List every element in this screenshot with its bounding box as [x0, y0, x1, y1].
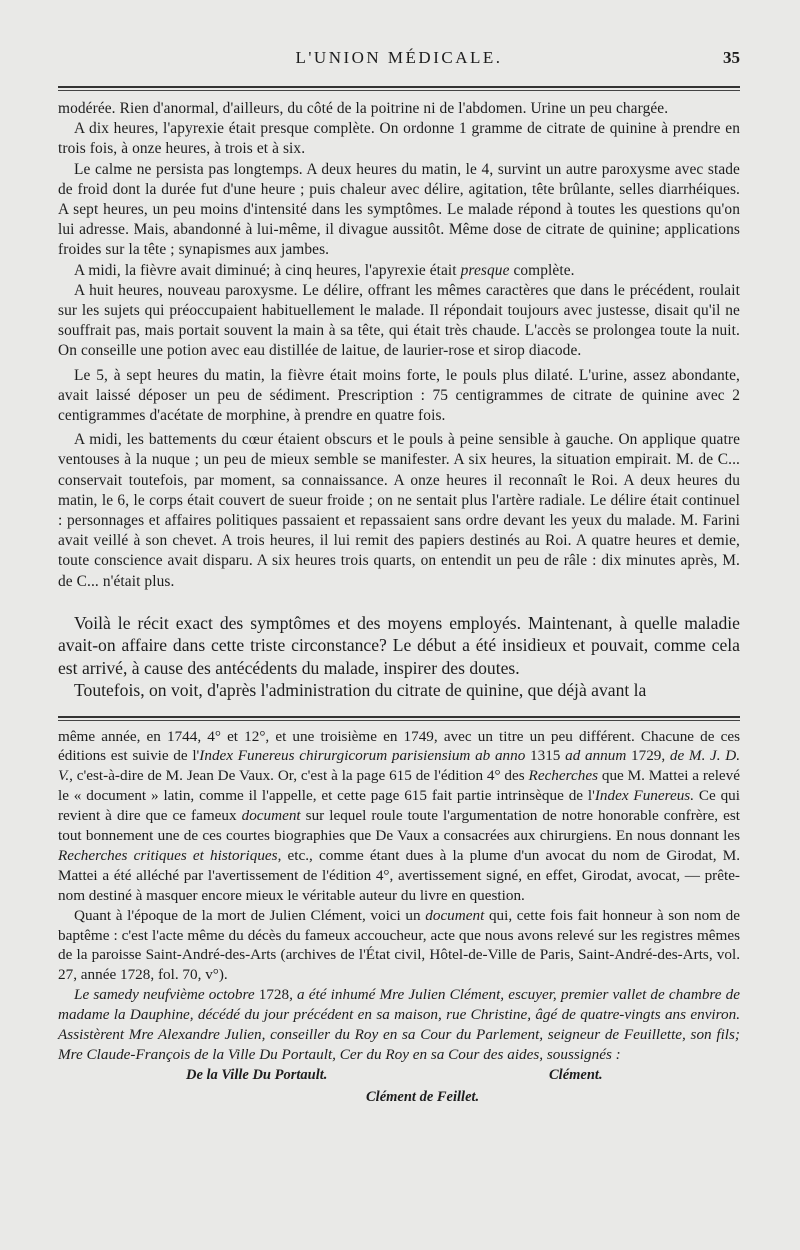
feuilleton-rule	[58, 716, 740, 721]
emphasis: document	[425, 906, 485, 924]
text-run: 1729,	[626, 747, 670, 765]
text-run: même année, en 1744, 4° et 12°, et une troisième en 1749, avec un titre un peu différent. Chacune de ces éditions est suivie de l'	[58, 727, 740, 765]
running-head: L'UNION MÉDICALE.	[295, 48, 503, 67]
text-run: complète.	[509, 261, 575, 279]
emphasis: Recherches	[528, 767, 598, 785]
text-run: , etc., comme étant dues à la plume d'un avocat du nom de Girodat, M. Mattei a été alléché par l'avertissement de l'édition 4°, avertissement signé, en effet, Girodat, avocat, — prête-nom destiné à masquer encore mieux le véritable auteur du livre en question.	[58, 846, 740, 904]
case-report-text	[58, 99, 740, 592]
text-run: que M. Mattei a relevé le « document » latin, comme il l'appelle, et cette page 615 fait partie intrinsèque de l'	[58, 767, 740, 805]
paragraph	[58, 261, 740, 281]
signature-portault: De la Ville Du Portault.	[186, 1066, 328, 1083]
paragraph	[58, 727, 740, 906]
text-run: Quant à l'époque de la mort de Julien Clément, voici un	[74, 906, 426, 924]
text-run: A midi, la fièvre avait diminué; à cinq heures, l'apyrexie était	[74, 261, 461, 279]
emphasis: Index Funereus.	[594, 787, 695, 805]
paragraph: Le 5, à sept heures du matin, la fièvre était moins forte, le pouls plus dilaté. L'urine, assez abondante, avait laissé déposer un peu de sédiment. Prescription : 75 centigrammes de citrate de quinine avec 2 centigrammes d'acétate de morphine, à prendre en quatre fois.	[58, 366, 740, 425]
paragraph: modérée. Rien d'anormal, d'ailleurs, du côté de la poitrine ni de l'abdomen. Urine un peu chargée.	[58, 100, 669, 117]
signature-clement-de-feillet: Clément de Feillet.	[366, 1088, 480, 1105]
page-header	[58, 42, 740, 82]
paragraph: A huit heures, nouveau paroxysme. Le délire, offrant les mêmes caractères que dans le précédent, roulait sur les sujets qui préoccupaient habituellement le malade. Il répondait toujours avec justesse, disait qu'il ne souffrait pas, mais portait souvent la main à sa tête, qui était très chaude. L'accès se prolongea toute la nuit. On conseille une potion avec eau distillée de laitue, de laurier-rose et sirop diacode.	[58, 281, 740, 360]
text-run: qui, cette fois fait honneur à son nom de baptême : c'est l'acte même du décès du fameux accoucheur, acte que nous avons relevé sur les registres mêmes de la paroisse Saint-André-des-Arts (archives de l'État civil, Hôtel-de-Ville de Paris, Saint-André-des-Arts, vol. 27, année 1728, fol. 70, v°).	[58, 906, 740, 984]
discussion-text	[58, 612, 740, 702]
year: 1728	[258, 986, 290, 1004]
paragraph: Le calme ne persista pas longtemps. A deux heures du matin, le 4, survint un autre paroxysme avec stade de froid dont la durée fut d'une heure ; puis chaleur avec délire, agitation, tête brûlante, selles diarrhéiques. A sept heures, un peu moins d'intensité dans les symptômes. Le malade répond à toutes les questions qu'on lui adresse. Mais, abandonné à lui-même, il divague aussitôt. Même dose de citrate de quinine; applications froides sur la tête ; synapismes aux jambes.	[58, 160, 740, 259]
emphasis: ad annum	[565, 747, 627, 765]
signature-clement: Clément.	[549, 1066, 603, 1083]
text-run: , a été inhumé Mre Julien Clément, escuyer, premier vallet de chambre de madame la Dauphine, décédé du jour précédent en sa maison, rue Christine, âgé de quatre-vingts ans environ. Assistèrent Mre Alexandre Julien, conseiller du Roy en sa Cour du Parlement, seigneur de Feuillette, son fils; Mre Claude-François de la Ville Du Portault, Cer du Roy en sa Cour des aides, soussignés :	[58, 986, 740, 1063]
text-run: Le samedy neufvième octobre	[74, 986, 259, 1004]
emphasis: Recherches critiques et historiques	[58, 846, 278, 864]
text-run: 1315	[525, 747, 566, 765]
text-run: Ce qui revient à dire que ce fameux	[58, 787, 740, 825]
feuilleton-text	[58, 727, 740, 1065]
emphasis: Index Funereus chirurgicorum parisiensium ab anno	[199, 747, 526, 765]
emphasis: document	[241, 807, 301, 825]
text-run: , c'est-à-dire de M. Jean De Vaux. Or, c'est à la page 615 de l'édition 4° des	[69, 767, 529, 785]
paragraph: A midi, les battements du cœur étaient obscurs et le pouls à peine sensible à gauche. On applique quatre ventouses à la nuque ; un peu de mieux semble se manifester. A six heures, la situation empirait. M. de C... conservait toutefois, par moment, sa connaissance. A onze heures il reconnaît le Roi. A deux heures du matin, le 6, le corps était couvert de sueur froide ; on ne sentait plus l'artère radiale. Le délire était continuel : personnages et affaires politiques passaient et repassaient sans ordre devant les yeux du malade. M. Farini avait veillé à son chevet. A trois heures, il lui remit des papiers destinés au Roi. A quatre heures et demie, toute conscience avait disparu. A six heures trois quarts, on entendit un peu de râle : dix minutes après, M. de C... n'était plus.	[58, 431, 740, 590]
signatures-row	[58, 1087, 740, 1109]
header-rule	[58, 86, 740, 91]
paragraph	[58, 906, 740, 986]
emphasis: presque	[460, 261, 510, 279]
text-run: sur lequel roule toute l'argumentation de notre honorable confrère, est tout bonnement une de ces courtes biographies que De Vaux a consacrées aux chirurgiens. En nous donnant les	[58, 807, 740, 845]
page-number: 35	[723, 48, 740, 67]
burial-record	[58, 985, 740, 1065]
paragraph: A dix heures, l'apyrexie était presque complète. On ordonne 1 gramme de citrate de quinine à prendre en trois fois, à onze heures, à trois et à six.	[58, 120, 740, 158]
paragraph: Voilà le récit exact des symptômes et des moyens employés. Maintenant, à quelle maladie avait-on affaire dans cette triste circonstance? Le début a été insidieux et pouvait, comme cela est arrivé, à cause des antécédents du malade, inspirer des doutes.	[58, 612, 740, 678]
paragraph: Toutefois, on voit, d'après l'administration du citrate de quinine, que déjà avant la	[74, 680, 647, 701]
signatures-row	[58, 1065, 740, 1087]
emphasis: de M. J. D. V.	[58, 747, 741, 785]
